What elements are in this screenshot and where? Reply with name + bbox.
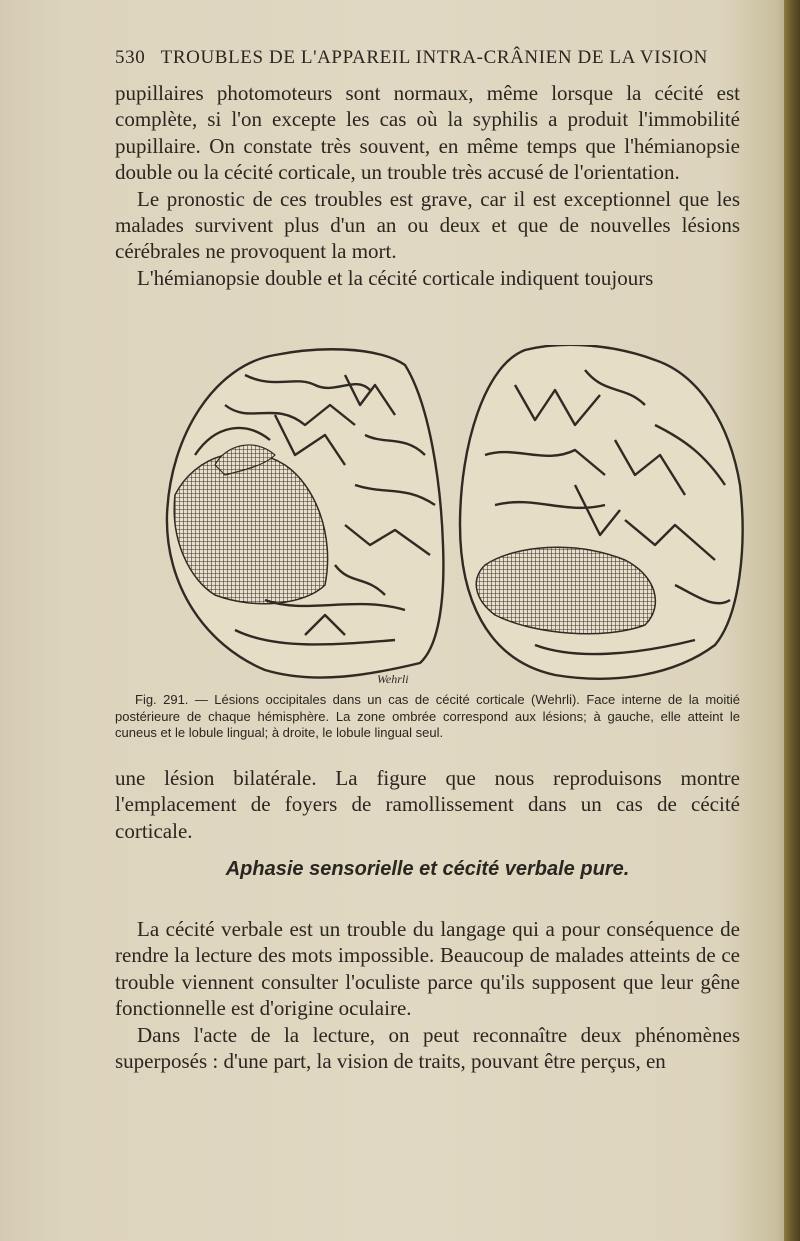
- page-number: 530: [115, 47, 146, 68]
- caption-text: Fig. 291. — Lésions occipitales dans un cas de cécité corticale (Wehrli). Face interne de la moitié postérieure de chaque hémisphère. La zone ombrée correspond aux lésions; à gauche, elle atteint le cuneus et le lobule lingual; à droite, le lobule lingual seul.: [115, 692, 740, 740]
- running-title: TROUBLES DE L'APPAREIL INTRA-CRÂNIEN DE LA VISION: [160, 47, 708, 68]
- paragraph: L'hémianopsie double et la cécité corticale indiquent toujours: [137, 265, 654, 290]
- text-block-bottom: [115, 916, 740, 1074]
- paragraph: Le pronostic de ces troubles est grave, car il est exceptionnel que les malades survivent plus d'un an ou deux et que de nouvelles lésions cérébrales ne provoquent la mort.: [115, 186, 740, 264]
- illustrator-signature: Wehrli: [377, 672, 409, 685]
- text-block-top: [115, 80, 740, 291]
- section-heading: Aphasie sensorielle et cécité verbale pure.: [225, 858, 630, 880]
- text-block-mid: [115, 765, 740, 844]
- paragraph: Dans l'acte de la lecture, on peut reconnaître deux phénomènes superposés : d'une part, la vision de traits, pouvant être perçus, en: [115, 1022, 740, 1074]
- paragraph: La cécité verbale est un trouble du langage qui a pour conséquence de rendre la lecture des mots impossible. Beaucoup de malades atteints de ce trouble viennent consulter l'oculiste parce qu'ils supposent que leur gêne fonctionnelle est d'origine oculaire.: [115, 917, 740, 1021]
- paragraph: une lésion bilatérale. La figure que nous reproduisons montre l'emplacement de foyers de ramollissement dans un cas de cécité corticale.: [115, 766, 740, 843]
- page-edge: [784, 0, 800, 1241]
- figure-caption: [115, 692, 740, 742]
- paragraph: pupillaires photomoteurs sont normaux, même lorsque la cécité est complète, si l'on excepte les cas où la syphilis a produit l'immobilité pupillaire. On constate très souvent, en même temps que l'hémianopsie double ou la cécité corticale, un trouble très accusé de l'orientation.: [115, 81, 740, 185]
- right-hemisphere: [460, 345, 743, 679]
- brain-hemispheres-figure: [155, 345, 755, 685]
- running-header: [115, 47, 730, 69]
- left-hemisphere: [167, 349, 443, 677]
